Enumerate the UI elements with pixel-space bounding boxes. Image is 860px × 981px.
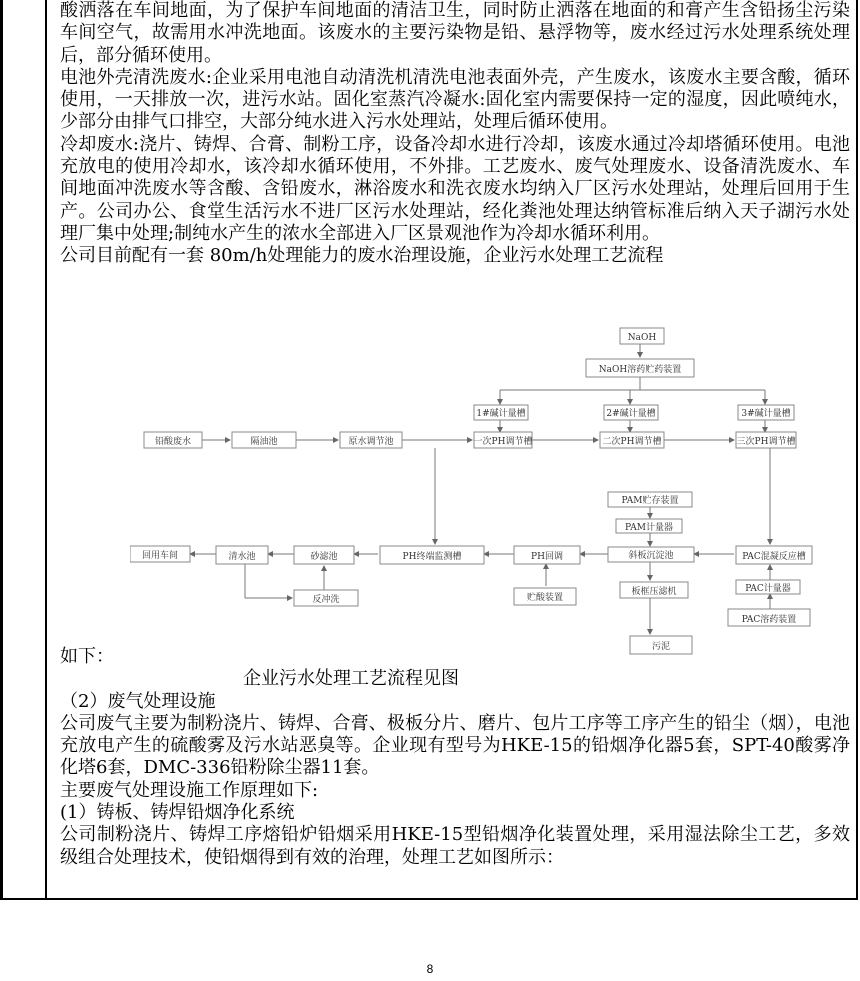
node-pac-react: PAC混凝反应槽 bbox=[742, 552, 806, 562]
node-pac-meter: PAC计量器 bbox=[745, 584, 791, 594]
node-settle: 斜板沉淀池 bbox=[628, 551, 674, 561]
paragraph-facility: 公司目前配有一套 80m/h处理能力的废水治理设施，企业污水处理工艺流程 bbox=[60, 245, 664, 267]
node-ph-back: PH回调 bbox=[531, 552, 563, 562]
after-chart-text: 如下： bbox=[60, 646, 114, 667]
top-text bbox=[60, 0, 850, 268]
paragraph-principle: 主要废气处理设施工作原理如下: bbox=[60, 779, 319, 801]
node-ph2: 二次PH调节槽 bbox=[602, 437, 662, 447]
flowchart-labels bbox=[142, 333, 806, 652]
right-border bbox=[856, 0, 858, 900]
node-clear-tank: 清水池 bbox=[228, 552, 256, 562]
figure-caption: 企业污水处理工艺流程见图 bbox=[243, 668, 459, 690]
page-number: 8 bbox=[426, 962, 434, 976]
paragraph-cooling: 冷却废水:浇片、铸焊、合膏、制粉工序，设备冷却水进行冷却，该废水通过冷却塔循环使用。电池充放电的使用冷却水，该冷却水循环使用，不外排。工艺废水、废气处理废水、设备清洗废水、车间地面冲洗废水等含酸、含铅废水，淋浴废水和洗衣废水均纳入厂区污水处理站，处理后回用于生产。公司办公、食堂生活污水不进厂区污水处理站，经化粪池处理达纳管标准后纳入天子湖污水处理厂集中处理;制纯水产生的浓水全部进入厂区景观池作为冷却水循环利用。 bbox=[60, 133, 850, 244]
node-press: 板框压滤机 bbox=[631, 587, 677, 597]
node-ph1: 一次PH调节槽 bbox=[473, 437, 533, 447]
node-ph-monitor: PH终端监测槽 bbox=[402, 552, 462, 562]
paragraph-exhaust: 公司废气主要为制粉浇片、铸焊、合膏、极板分片、磨片、包片工序等工序产生的铅尘（烟），电池充放电产生的硫酸雾及污水站恶臭等。企业现有型号为HKE-15的铅烟净化器5套，SPT-40酸雾净化塔6套，DMC-336铅粉除尘器11套。 bbox=[60, 712, 850, 779]
subheading-lead-fume: (1）铸板、铸焊铅烟净化系统 bbox=[60, 802, 295, 824]
after-chart-block bbox=[60, 646, 850, 869]
section-heading-exhaust: （2）废气处理设施 bbox=[60, 690, 216, 712]
node-reuse: 回用车间 bbox=[141, 551, 179, 561]
node-sludge: 污泥 bbox=[651, 642, 671, 652]
inner-left-border bbox=[45, 0, 47, 900]
node-naoh-store: NaOH溶药贮药装置 bbox=[598, 365, 682, 375]
node-pam-meter: PAM计量器 bbox=[625, 523, 673, 533]
paragraph-floor-wash: 酸洒落在车间地面，为了保护车间地面的清洁卫生，同时防止洒落在地面的和膏产生含铅扬尘污染车间空气，故需用水冲洗地面。该废水的主要污染物是铅、悬浮物等，废水经过污水处理系统处理后，部分循环使用。 bbox=[60, 0, 850, 66]
node-ph3: 三次PH调节槽 bbox=[736, 437, 796, 447]
node-oil-tank: 隔油池 bbox=[250, 437, 278, 447]
flowchart-svg bbox=[130, 322, 830, 662]
node-lead-acid-waste: 铅酸废水 bbox=[154, 437, 192, 447]
node-raw-tank: 原水调节池 bbox=[348, 437, 394, 447]
paragraph-lead-fume: 公司制粉浇片、铸焊工序熔铅炉铅烟采用HKE-15型铅烟净化装置处理，采用湿法除尘工艺，多效级组合处理技术，使铅烟得到有效的治理，处理工艺如图所示： bbox=[60, 824, 850, 868]
node-meter-2: 2#碱计量槽 bbox=[606, 409, 656, 419]
node-pac-store: PAC溶药装置 bbox=[741, 615, 797, 625]
node-meter-1: 1#碱计量槽 bbox=[476, 409, 526, 419]
bottom-border bbox=[0, 898, 858, 900]
paragraph-shell-wash: 电池外壳清洗废水:企业采用电池自动清洗机清洗电池表面外壳，产生废水，该废水主要含酸，循环使用，一天排放一次，进污水站。固化室蒸汽冷凝水:固化室内需要保持一定的湿度，因此喷纯水，少部分由排气口排空，大部分纯水进入污水处理站，处理后循环使用。 bbox=[60, 66, 850, 133]
node-meter-3: 3#碱计量槽 bbox=[741, 409, 791, 419]
wastewater-flowchart bbox=[130, 322, 830, 662]
node-pam-store: PAM贮存装置 bbox=[621, 496, 679, 506]
node-backwash: 反冲洗 bbox=[312, 595, 340, 605]
node-acid-store: 贮酸装置 bbox=[526, 593, 564, 603]
node-sand-filter: 砂滤池 bbox=[310, 552, 338, 562]
node-naoh: NaOH bbox=[627, 333, 657, 343]
left-border bbox=[0, 0, 3, 900]
